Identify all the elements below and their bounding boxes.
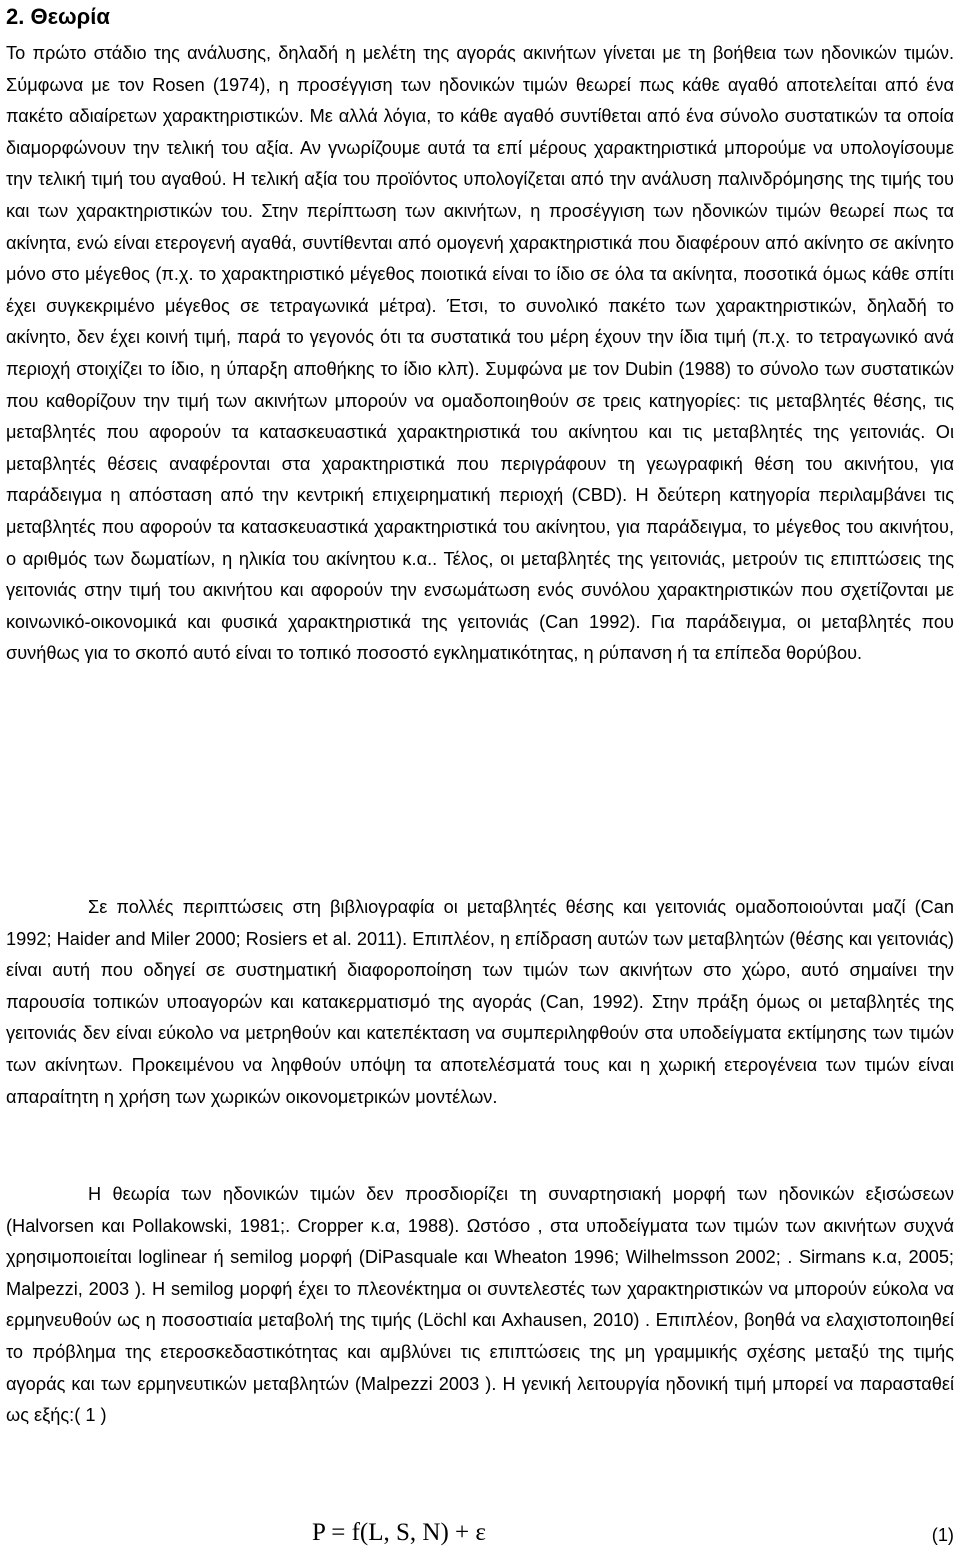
equation-number: (1) bbox=[931, 1525, 954, 1545]
hedonic-equation: P = f(L, S, N) + ε bbox=[312, 1519, 486, 1546]
paragraph-location-neighborhood: Σε πολλές περιπτώσεις στη βιβλιογραφία οι μεταβλητές θέσης και γειτονιάς ομαδοποιούνται μαζί (Can 1992; Haider and Miler 2000; Rosiers et al. 2011). Επιπλέον, η επίδραση αυτών των μεταβλητών (θέσης και γειτονιάς) είναι αυτή που οδηγεί σε συστηματική διαφοροποίηση των τιμών των ακινήτων στο χώρο, αυτό σημαίνει την παρουσία τοπικών υποαγορών και κατακερματισμό της αγοράς (Can, 1992). Στην πράξη όμως οι μεταβλητές της γειτονιάς δεν είναι εύκολο να μετρηθούν και κατεπέκταση να συμπεριληφθούν στα υποδείγματα εκτίμησης των τιμών των ακίνητων. Προκειμένου να ληφθούν υπόψη τα αποτελέσματά τους και η χωρική ετερογένεια των τιμών είναι απαραίτητη η χρήση των χωρικών οικονομετρικών μοντέλων. bbox=[6, 897, 954, 1107]
paragraph-functional-form: Η θεωρία των ηδονικών τιμών δεν προσδιορίζει τη συναρτησιακή μορφή των ηδονικών εξισώσεων (Halvorsen και Pollakowski, 1981;. Cropper κ.α, 1988). Ωστόσο , στα υποδείγματα των τιμών των ακινήτων συχνά χρησιμοποιείται loglinear ή semilog μορφή (DiPasquale και Wheaton 1996; Wilhelmsson 2002; . Sirmans κ.α, 2005; Malpezzi, 2003 ). Η semilog μορφή έχει το πλεονέκτημα οι συντελεστές των χαρακτηριστικών να μπορούν εύκολα να ερμηνευθούν ως η ποσοστιαία μεταβολή της τιμής (Löchl και Axhausen, 2010) . Επιπλέον, βοηθά να ελαχιστοποιηθεί το πρόβλημα της ετεροσκεδαστικότητας και αμβλύνει τις επιπτώσεις της μη γραμμικής σχέσης μεταξύ της τιμής αγοράς και των ερμηνευτικών μεταβλητών (Malpezzi 2003 ). Η γενική λειτουργία ηδονική τιμή μπορεί να παρασταθεί ως εξής:( 1 ) bbox=[6, 1184, 954, 1426]
paragraph-hedonic-prices: Το πρώτο στάδιο της ανάλυσης, δηλαδή η μελέτη της αγοράς ακινήτων γίνεται με τη βοήθεια των ηδονικών τιμών. Σύμφωνα με τον Rosen (1974), η προσέγγιση των ηδονικών τιμών θεωρεί πως κάθε αγαθό αποτελείται από ένα πακέτο αδιαίρετων χαρακτηριστικών. Με αλλά λόγια, το κάθε αγαθό συντίθεται από ένα σύνολο συστατικών τα οποία διαμορφώνουν την τελική του αξία. Αν γνωρίζουμε αυτά τα επί μέρους χαρακτηριστικά μπορούμε να υπολογίσουμε την τελική τιμή του αγαθού. Η τελική αξία του προϊόντος υπολογίζεται από την ανάλυση παλινδρόμησης της τιμής του και των χαρακτηριστικών του. Στην περίπτωση των ακινήτων, η προσέγγιση των ηδονικών τιμών θεωρεί πως τα ακίνητα, ενώ είναι ετερογενή αγαθά, συντίθενται από ομογενή χαρακτηριστικά που διαφέρουν από ακίνητο σε ακίνητο μόνο στο μέγεθος (π.χ. το χαρακτηριστικό μέγεθος ποιοτικά είναι το ίδιο σε όλα τα ακίνητα, ποσοτικά όμως κάθε σπίτι έχει συγκεκριμένο μέγεθος σε τετραγωνικά μέτρα). Έτσι, το συνολικό πακέτο των χαρακτηριστικών, δηλαδή το ακίνητο, δεν έχει κοινή τιμή, παρά το γεγονός ότι τα συστατικά του μέρη έχουν την ίδια τιμή (π.χ. το τετραγωνικό ανά περιοχή στοιχίζει το ίδιο, η ύπαρξη αποθήκης το ίδιο κλπ). Συμφώνα με τον Dubin (1988) το σύνολο των συστατικών που καθορίζουν την τιμή των ακινήτων μπορούν να ομαδοποιηθούν σε τρεις κατηγορίες: τις μεταβλητές θέσης, τις μεταβλητές που αφορούν τα κατασκευαστικά χαρακτηριστικά του ακίνητου και τις μεταβλητές της γειτονιάς. Οι μεταβλητές θέσεις αναφέρονται στα χαρακτηριστικά που περιγράφουν τη γεωγραφική θέση του ακινήτου, για παράδειγμα η απόσταση από την κεντρική επιχειρηματική περιοχή (CBD). Η δεύτερη κατηγορία περιλαμβάνει τις μεταβλητές που αφορούν τα κατασκευαστικά χαρακτηριστικά του ακίνητου, για παράδειγμα, το μέγεθος του ακινήτου, ο αριθμός των δωματίων, η ηλικία του ακίνητου κ.α.. Τέλος, οι μεταβλητές της γειτονιάς, μετρούν τις επιπτώσεις της γειτονιάς στην τιμή του ακινήτου και αφορούν την ενσωμάτωση ενός συνόλου χαρακτηριστικών που σχετίζονται με κοινωνικό-οικονομικά και φυσικά χαρακτηριστικά της γειτονιάς (Can 1992). Για παράδειγμα, οι μεταβλητές που συνήθως για το σκοπό αυτό είναι το τοπικό ποσοστό εγκληματικότητας, η ρύπανση ή τα επίπεδα θορύβου. bbox=[6, 43, 954, 664]
section-heading: 2. Θεωρία bbox=[6, 4, 110, 29]
